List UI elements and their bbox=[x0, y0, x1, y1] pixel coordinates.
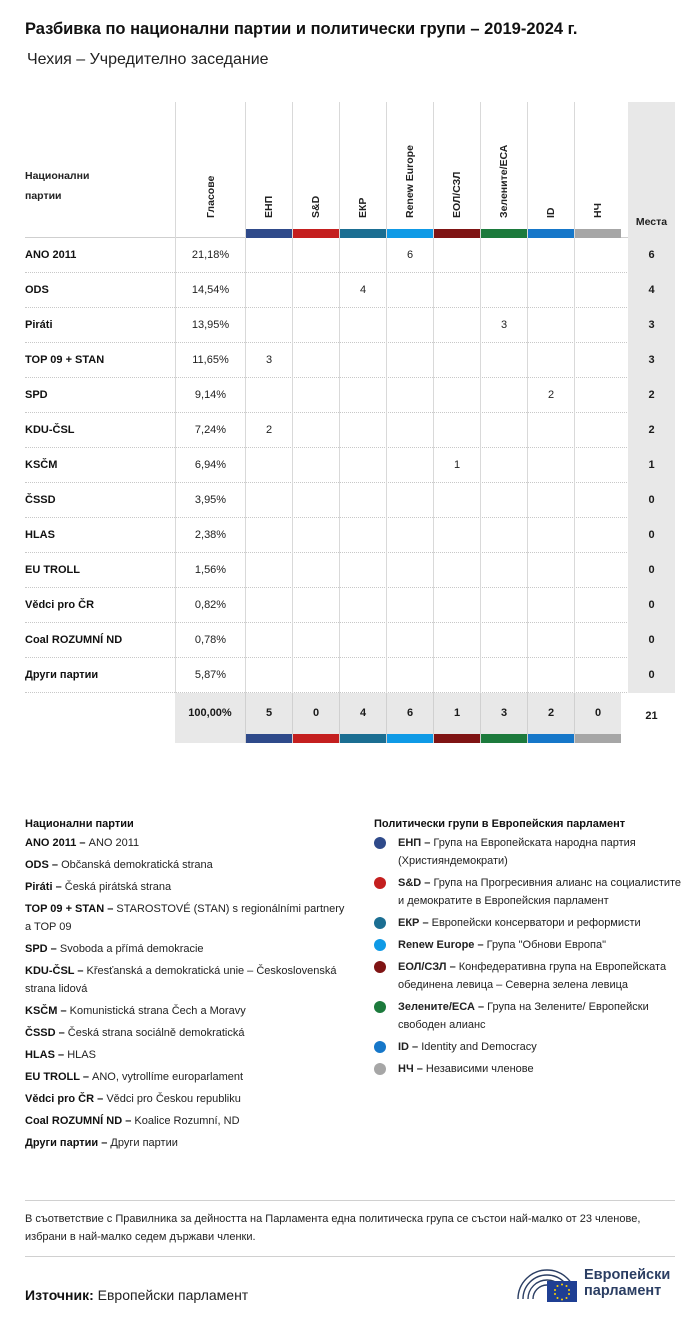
group-color-bar bbox=[246, 229, 292, 238]
group-color-dot-icon bbox=[374, 1041, 386, 1053]
totals-row bbox=[25, 693, 675, 743]
source-line bbox=[25, 1287, 248, 1303]
group-seats-cell bbox=[339, 553, 386, 588]
group-color-dot-icon bbox=[374, 837, 386, 849]
party-legend-item: Piráti – Česká pirátská strana bbox=[25, 881, 172, 893]
group-seats-cell bbox=[480, 448, 527, 483]
footnote: В съответствие с Правилника за дейността на Парламента една политическа група се състои най-малко от 23 членове, избрани в най-малко седем държави членки. bbox=[25, 1200, 675, 1257]
group-seats-cell bbox=[433, 588, 480, 623]
group-seats-cell bbox=[245, 483, 292, 518]
group-seats-cell bbox=[339, 308, 386, 343]
party-votes: 2,38% bbox=[175, 518, 245, 553]
party-seats: 2 bbox=[628, 413, 675, 448]
group-seats-cell bbox=[480, 623, 527, 658]
group-column-header: Renew Europe bbox=[386, 102, 433, 238]
group-seats-cell bbox=[574, 518, 621, 553]
party-votes: 5,87% bbox=[175, 658, 245, 693]
party-name: ODS bbox=[25, 284, 49, 296]
source-value: Европейски парламент bbox=[97, 1287, 249, 1303]
party-seats: 0 bbox=[628, 553, 675, 588]
group-seats-cell bbox=[245, 238, 292, 273]
party-legend-item: EU TROLL – ANO, vytrollíme europarlament bbox=[25, 1071, 244, 1083]
party-seats: 1 bbox=[628, 448, 675, 483]
group-seats-cell bbox=[292, 518, 339, 553]
group-seats-cell: 6 bbox=[386, 238, 433, 273]
group-seats-cell bbox=[292, 343, 339, 378]
group-seats-cell bbox=[480, 658, 527, 693]
group-legend-item: Renew Europe – Група "Обнови Европа" bbox=[374, 936, 684, 954]
group-seats-cell bbox=[339, 588, 386, 623]
group-legend bbox=[374, 818, 684, 1078]
party-seats: 6 bbox=[628, 238, 675, 273]
party-column-header: Национални партии bbox=[25, 170, 90, 202]
group-seats-cell bbox=[245, 553, 292, 588]
group-seats-cell bbox=[292, 588, 339, 623]
party-name: KDU-ČSL bbox=[25, 424, 75, 436]
party-name: Vědci pro ČR bbox=[25, 599, 95, 611]
party-seats: 0 bbox=[628, 588, 675, 623]
group-column-header: ЕНП bbox=[245, 102, 292, 238]
table-header bbox=[25, 102, 675, 238]
group-seats-cell bbox=[527, 343, 574, 378]
party-legend-item: ČSSD – Česká strana sociálně demokratická bbox=[25, 1027, 245, 1039]
page-subtitle: Чехия – Учредително заседание bbox=[27, 51, 269, 68]
european-parliament-logo bbox=[514, 1263, 676, 1303]
group-total-cell: 4 bbox=[339, 693, 386, 743]
party-votes: 11,65% bbox=[175, 343, 245, 378]
group-seats-cell bbox=[245, 623, 292, 658]
party-seats: 2 bbox=[628, 378, 675, 413]
group-seats-cell bbox=[527, 448, 574, 483]
group-total-cell: 0 bbox=[292, 693, 339, 743]
votes-column-header: Гласове bbox=[175, 102, 245, 238]
party-name: KSČM bbox=[25, 459, 58, 471]
group-color-bar bbox=[293, 229, 339, 238]
group-seats-cell bbox=[433, 658, 480, 693]
group-seats-cell bbox=[433, 273, 480, 308]
group-seats-cell bbox=[574, 378, 621, 413]
group-seats-cell bbox=[386, 553, 433, 588]
group-seats-cell bbox=[480, 553, 527, 588]
party-votes: 9,14% bbox=[175, 378, 245, 413]
table-row bbox=[25, 448, 675, 483]
group-seats-cell bbox=[386, 343, 433, 378]
party-seats: 3 bbox=[628, 308, 675, 343]
group-column-header: НЧ bbox=[574, 102, 621, 238]
table-row bbox=[25, 238, 675, 273]
group-seats-cell bbox=[433, 343, 480, 378]
group-seats-cell: 2 bbox=[245, 413, 292, 448]
group-color-dot-icon bbox=[374, 939, 386, 951]
group-seats-cell: 4 bbox=[339, 273, 386, 308]
logo-wordmark: Европейски парламент bbox=[584, 1267, 671, 1299]
group-seats-cell bbox=[574, 623, 621, 658]
group-seats-cell bbox=[433, 623, 480, 658]
group-seats-cell bbox=[339, 623, 386, 658]
group-total-cell: 1 bbox=[433, 693, 480, 743]
group-seats-cell bbox=[433, 308, 480, 343]
table-row bbox=[25, 658, 675, 693]
table-row bbox=[25, 518, 675, 553]
group-seats-cell bbox=[480, 343, 527, 378]
group-seats-cell bbox=[527, 658, 574, 693]
table-row bbox=[25, 588, 675, 623]
group-column-header: S&D bbox=[292, 102, 339, 238]
group-seats-cell bbox=[480, 483, 527, 518]
group-column-header: Зелените/ЕСА bbox=[480, 102, 527, 238]
table-row bbox=[25, 343, 675, 378]
group-seats-cell bbox=[433, 518, 480, 553]
group-seats-cell bbox=[480, 273, 527, 308]
group-column-header: ЕКР bbox=[339, 102, 386, 238]
group-seats-cell bbox=[386, 658, 433, 693]
party-votes: 21,18% bbox=[175, 238, 245, 273]
party-legend-item: KSČM – Komunistická strana Čech a Moravy bbox=[25, 1005, 246, 1017]
party-name: ČSSD bbox=[25, 494, 56, 506]
group-seats-cell bbox=[386, 413, 433, 448]
party-legend-item: HLAS – HLAS bbox=[25, 1049, 96, 1061]
table-row bbox=[25, 413, 675, 448]
group-seats-cell: 2 bbox=[527, 378, 574, 413]
group-seats-cell bbox=[339, 658, 386, 693]
group-seats-cell bbox=[527, 413, 574, 448]
table-row bbox=[25, 378, 675, 413]
group-seats-cell bbox=[386, 623, 433, 658]
group-seats-cell bbox=[245, 448, 292, 483]
table-row bbox=[25, 273, 675, 308]
group-legend-item: ЕНП – Група на Европейската народна партия (Християндемократи) bbox=[374, 834, 684, 870]
group-seats-cell bbox=[574, 413, 621, 448]
group-color-bar bbox=[575, 229, 621, 238]
group-color-bar bbox=[528, 734, 574, 743]
table-row bbox=[25, 483, 675, 518]
group-color-bar bbox=[481, 229, 527, 238]
group-seats-cell bbox=[574, 658, 621, 693]
group-color-dot-icon bbox=[374, 1001, 386, 1013]
group-seats-cell bbox=[527, 238, 574, 273]
party-legend-item: Vědci pro ČR – Vědci pro Českou republiku bbox=[25, 1093, 241, 1105]
group-color-bar bbox=[387, 734, 433, 743]
party-legend-item: SPD – Svoboda a přímá demokracie bbox=[25, 943, 204, 955]
group-seats-cell bbox=[245, 308, 292, 343]
group-legend-item: ID – Identity and Democracy bbox=[374, 1038, 684, 1056]
group-seats-cell bbox=[574, 483, 621, 518]
total-seats: 21 bbox=[645, 710, 658, 722]
group-seats-cell bbox=[245, 378, 292, 413]
party-legend-item: ANO 2011 – ANO 2011 bbox=[25, 837, 140, 849]
party-votes: 3,95% bbox=[175, 483, 245, 518]
group-color-bar bbox=[293, 734, 339, 743]
group-seats-cell bbox=[339, 413, 386, 448]
group-color-bar bbox=[575, 734, 621, 743]
party-votes: 0,78% bbox=[175, 623, 245, 658]
group-seats-cell bbox=[245, 518, 292, 553]
party-legend-item: KDU-ČSL – Křesťanská a demokratická unie – Československá strana lidová bbox=[25, 965, 337, 995]
group-legend-item: S&D – Група на Прогресивния алианс на социалистите и демократите в Европейския парламент bbox=[374, 874, 684, 910]
group-seats-cell bbox=[527, 483, 574, 518]
group-seats-cell bbox=[339, 483, 386, 518]
group-seats-cell bbox=[433, 483, 480, 518]
group-seats-cell bbox=[292, 238, 339, 273]
party-seats: 4 bbox=[628, 273, 675, 308]
party-legend-item: Coal ROZUMNÍ ND – Koalice Rozumní, ND bbox=[25, 1115, 240, 1127]
group-seats-cell bbox=[433, 238, 480, 273]
group-seats-cell bbox=[480, 378, 527, 413]
group-seats-cell bbox=[339, 238, 386, 273]
group-seats-cell bbox=[574, 238, 621, 273]
group-seats-cell bbox=[433, 553, 480, 588]
group-seats-cell bbox=[527, 553, 574, 588]
group-seats-cell bbox=[386, 448, 433, 483]
group-column-header: ЕОЛ/СЗЛ bbox=[433, 102, 480, 238]
parliament-emblem-icon bbox=[514, 1263, 580, 1303]
group-seats-cell bbox=[480, 238, 527, 273]
party-seats: 0 bbox=[628, 658, 675, 693]
table-row bbox=[25, 308, 675, 343]
seats-column-header: Места bbox=[628, 102, 675, 238]
group-seats-cell bbox=[292, 273, 339, 308]
group-seats-cell bbox=[292, 658, 339, 693]
group-seats-cell: 1 bbox=[433, 448, 480, 483]
group-seats-cell bbox=[292, 413, 339, 448]
group-total-cell: 5 bbox=[245, 693, 292, 743]
group-color-bar bbox=[340, 734, 386, 743]
group-seats-cell bbox=[386, 518, 433, 553]
party-name: Piráti bbox=[25, 319, 53, 331]
group-seats-cell bbox=[292, 308, 339, 343]
party-votes: 6,94% bbox=[175, 448, 245, 483]
group-seats-cell bbox=[339, 378, 386, 413]
group-seats-cell bbox=[386, 378, 433, 413]
party-seats: 3 bbox=[628, 343, 675, 378]
party-name: ANO 2011 bbox=[25, 249, 77, 261]
source-label: Източник: bbox=[25, 1287, 94, 1303]
group-seats-cell bbox=[386, 588, 433, 623]
party-seats: 0 bbox=[628, 623, 675, 658]
party-votes: 0,82% bbox=[175, 588, 245, 623]
group-total-cell: 6 bbox=[386, 693, 433, 743]
group-seats-cell bbox=[245, 273, 292, 308]
group-seats-cell bbox=[245, 658, 292, 693]
party-name: Coal ROZUMNÍ ND bbox=[25, 634, 123, 646]
party-legend-item: ODS – Občanská demokratická strana bbox=[25, 859, 213, 871]
group-legend-item: Зелените/ЕСА – Група на Зелените/ Европейски свободен алианс bbox=[374, 998, 684, 1034]
party-name: TOP 09 + STAN bbox=[25, 354, 105, 366]
group-seats-cell bbox=[339, 518, 386, 553]
page-title: Разбивка по национални партии и политически групи – 2019-2024 г. bbox=[25, 20, 578, 38]
group-total-cell: 3 bbox=[480, 693, 527, 743]
group-seats-cell bbox=[480, 588, 527, 623]
group-seats-cell bbox=[292, 623, 339, 658]
group-seats-cell bbox=[245, 588, 292, 623]
group-seats-cell bbox=[339, 448, 386, 483]
group-color-bar bbox=[340, 229, 386, 238]
group-seats-cell bbox=[574, 448, 621, 483]
party-name: Други партии bbox=[25, 669, 99, 681]
party-seats: 0 bbox=[628, 518, 675, 553]
table-row bbox=[25, 623, 675, 658]
group-legend-title: Политически групи в Европейския парламент bbox=[374, 818, 626, 830]
group-seats-cell bbox=[480, 413, 527, 448]
party-legend-title: Национални партии bbox=[25, 818, 134, 830]
group-seats-cell bbox=[386, 308, 433, 343]
group-seats-cell bbox=[339, 343, 386, 378]
group-seats-cell bbox=[574, 553, 621, 588]
party-name: SPD bbox=[25, 389, 48, 401]
group-color-dot-icon bbox=[374, 961, 386, 973]
group-seats-cell: 3 bbox=[245, 343, 292, 378]
group-total-cell: 0 bbox=[574, 693, 621, 743]
group-seats-cell bbox=[527, 273, 574, 308]
group-seats-cell bbox=[527, 588, 574, 623]
group-seats-cell bbox=[433, 413, 480, 448]
party-name: EU TROLL bbox=[25, 564, 80, 576]
group-seats-cell bbox=[574, 273, 621, 308]
group-column-header: ID bbox=[527, 102, 574, 238]
table-row bbox=[25, 553, 675, 588]
group-seats-cell: 3 bbox=[480, 308, 527, 343]
party-votes: 14,54% bbox=[175, 273, 245, 308]
group-seats-cell bbox=[527, 518, 574, 553]
party-legend-item: TOP 09 + STAN – STAROSTOVÉ (STAN) s regionálními partnery a TOP 09 bbox=[25, 903, 345, 933]
party-votes: 13,95% bbox=[175, 308, 245, 343]
group-color-bar bbox=[434, 734, 480, 743]
group-legend-item: ЕОЛ/СЗЛ – Конфедеративна група на Европейската обединена левица – Северна зелена левица bbox=[374, 958, 684, 994]
group-color-bar bbox=[246, 734, 292, 743]
group-legend-item: ЕКР – Европейски консерватори и реформисти bbox=[374, 914, 684, 932]
group-color-dot-icon bbox=[374, 877, 386, 889]
group-seats-cell bbox=[292, 448, 339, 483]
group-color-bar bbox=[387, 229, 433, 238]
group-color-dot-icon bbox=[374, 917, 386, 929]
total-votes: 100,00% bbox=[175, 693, 245, 743]
group-seats-cell bbox=[292, 553, 339, 588]
group-total-cell: 2 bbox=[527, 693, 574, 743]
group-color-bar bbox=[481, 734, 527, 743]
results-table bbox=[25, 102, 675, 743]
group-seats-cell bbox=[574, 308, 621, 343]
group-legend-item: НЧ – Независими членове bbox=[374, 1060, 684, 1078]
party-seats: 0 bbox=[628, 483, 675, 518]
party-votes: 7,24% bbox=[175, 413, 245, 448]
group-seats-cell bbox=[386, 483, 433, 518]
group-color-dot-icon bbox=[374, 1063, 386, 1075]
group-color-bar bbox=[528, 229, 574, 238]
party-legend-item: Други партии – Други партии bbox=[25, 1137, 178, 1149]
group-seats-cell bbox=[292, 378, 339, 413]
group-seats-cell bbox=[574, 343, 621, 378]
group-seats-cell bbox=[527, 623, 574, 658]
party-name: HLAS bbox=[25, 529, 55, 541]
group-seats-cell bbox=[292, 483, 339, 518]
group-seats-cell bbox=[574, 588, 621, 623]
group-seats-cell bbox=[480, 518, 527, 553]
party-votes: 1,56% bbox=[175, 553, 245, 588]
group-seats-cell bbox=[433, 378, 480, 413]
group-seats-cell bbox=[386, 273, 433, 308]
group-seats-cell bbox=[527, 308, 574, 343]
party-legend bbox=[25, 818, 345, 1152]
group-color-bar bbox=[434, 229, 480, 238]
